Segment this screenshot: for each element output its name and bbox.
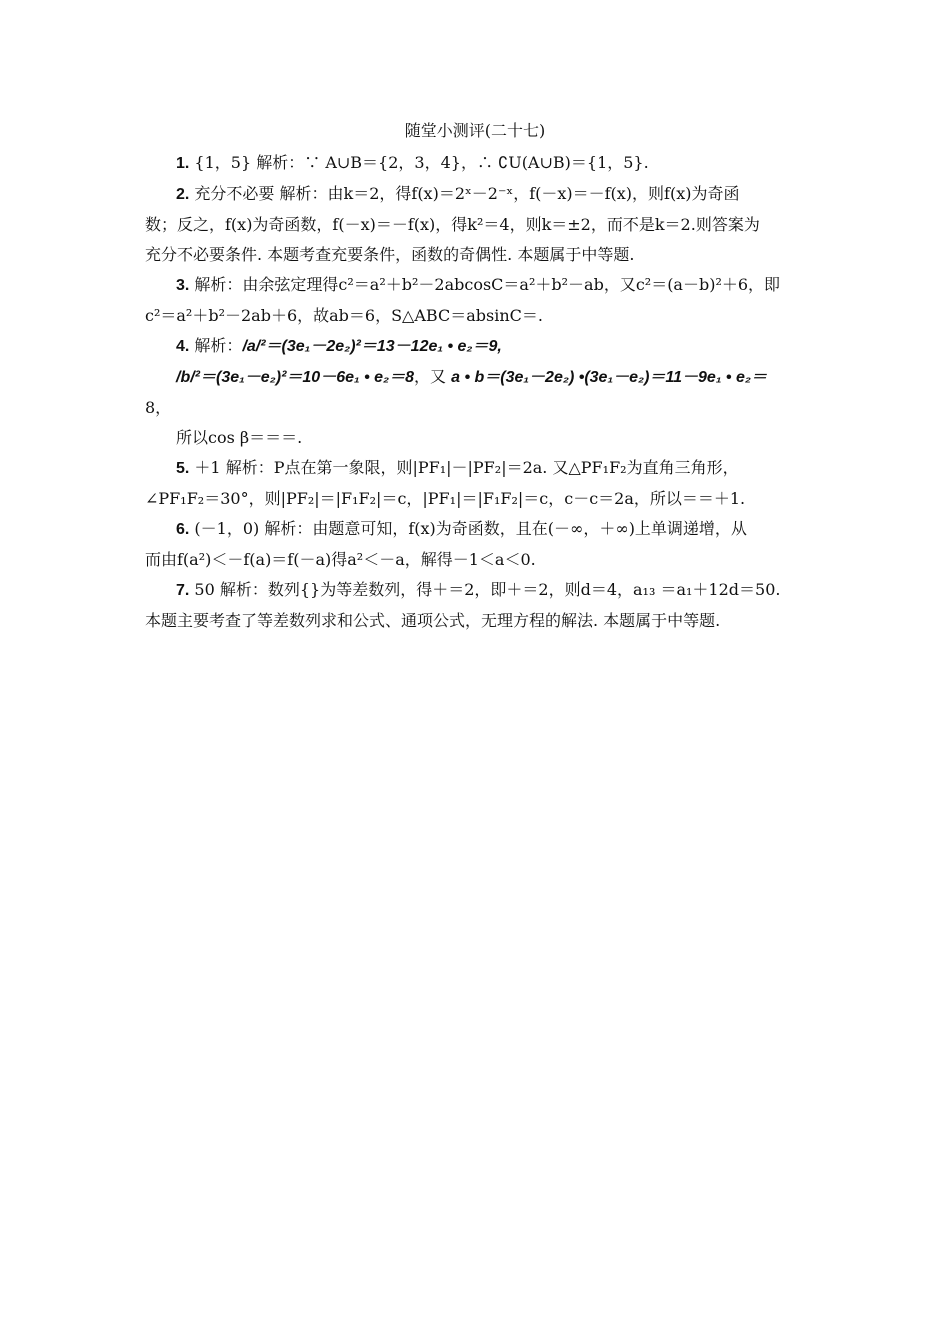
answer-5-line-2: ∠PF₁F₂＝30°，则|PF₂|＝|F₁F₂|＝c，|PF₁|＝|F₁F₂|＝c，c－c＝2a，所以＝＝＋1. — [145, 489, 746, 508]
answer-4 — [145, 331, 807, 453]
answer-4-formula-ab: a • b＝(3e₁－2e₂) •(3e₁－e₂)＝11－9e₁ • e₂＝ — [451, 369, 767, 386]
answer-4-line-1-label: 解析： — [189, 336, 243, 355]
answer-6-line-2: 而由f(a²)＜－f(a)＝f(－a)得a²＜－a，解得－1＜a＜0. — [145, 550, 536, 569]
answer-3-number: 3. — [176, 277, 190, 294]
answer-4-number: 4. — [176, 338, 190, 355]
answer-2-number: 2. — [176, 186, 190, 203]
answer-4-formula-a: /a/²＝(3e₁－2e₂)²＝13－12e₁ • e₂＝9, — [242, 338, 502, 355]
answer-1 — [145, 148, 807, 179]
answer-7 — [145, 575, 807, 636]
answer-5-line-1: ＋1 解析：P点在第一象限，则|PF₁|－|PF₂|＝2a. 又△PF₁F₂为直角三角形， — [189, 458, 739, 477]
answer-4-connector: ，又 — [414, 367, 452, 386]
answer-5 — [145, 453, 807, 514]
answer-3-line-1: 解析：由余弦定理得c²＝a²＋b²－2abcosC＝a²＋b²－ab，又c²＝(a－b)²＋6，即 — [189, 275, 781, 294]
answer-5-number: 5. — [176, 460, 190, 477]
answer-6 — [145, 514, 807, 575]
answer-7-line-2: 本题主要考查了等差数列求和公式、通项公式，无理方程的解法. 本题属于中等题. — [145, 611, 721, 630]
answer-1-text: {1，5} 解析：∵ A∪B＝{2，3，4}，∴ ∁U(A∪B)＝{1，5}. — [189, 153, 649, 172]
answer-4-line-3: 8， — [145, 398, 172, 417]
answer-1-number: 1. — [176, 155, 190, 172]
answer-4-line-4: 所以cos β＝＝＝. — [176, 428, 303, 447]
answer-3 — [145, 270, 807, 331]
answer-4-formula-b: /b/²＝(3e₁－e₂)²＝10－6e₁ • e₂＝8 — [176, 369, 415, 386]
answer-2 — [145, 179, 807, 270]
answer-2-line-3: 充分不必要条件. 本题考查充要条件，函数的奇偶性. 本题属于中等题. — [145, 245, 635, 264]
answer-2-line-1: 充分不必要 解析：由k＝2，得f(x)＝2ˣ－2⁻ˣ，f(－x)＝－f(x)，则f(x)为奇函 — [189, 184, 740, 203]
answer-list — [145, 148, 807, 636]
answer-3-line-2: c²＝a²＋b²－2ab＋6，故ab＝6，S△ABC＝absinC＝. — [145, 306, 543, 325]
page-title: 随堂小测评(二十七) — [404, 121, 546, 140]
answer-7-line-1: 50 解析：数列{}为等差数列，得＋＝2，即＋＝2，则d＝4，a₁₃ ＝a₁＋12d＝50. — [189, 580, 781, 599]
answer-6-number: 6. — [176, 521, 190, 538]
answer-7-number: 7. — [176, 582, 190, 599]
answer-6-line-1: (－1，0) 解析：由题意可知，f(x)为奇函数，且在(－∞，＋∞)上单调递增，从 — [189, 519, 747, 538]
answer-2-line-2: 数；反之，f(x)为奇函数，f(－x)＝－f(x)，得k²＝4，则k＝±2，而不是k＝2.则答案为 — [145, 215, 760, 234]
